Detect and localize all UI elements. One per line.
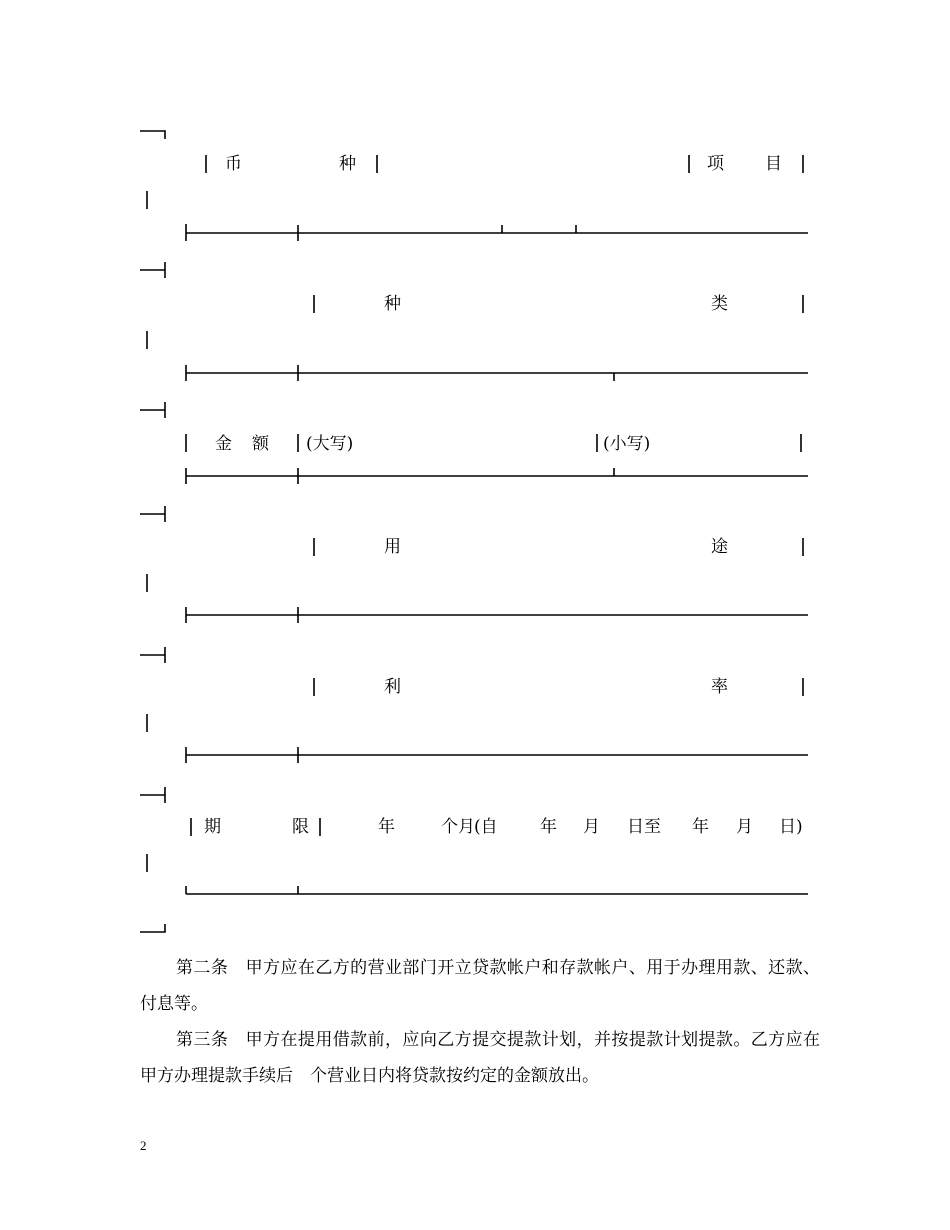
usage-label-1: 用 — [384, 537, 401, 557]
project-label-2: 目 — [765, 154, 782, 174]
row-separator-mark — [140, 787, 165, 803]
term-from-month: 月 — [583, 817, 600, 837]
term-from-year: 年 — [540, 817, 557, 837]
term-label-2: 限 — [292, 817, 309, 837]
row-rule — [186, 224, 808, 241]
currency-label-1: 币 — [225, 154, 242, 174]
term-year: 年 — [378, 817, 395, 837]
cell-bar — [186, 434, 801, 452]
term-to-day: 日) — [779, 817, 803, 837]
amount-upper-label: (大写) — [306, 434, 354, 454]
currency-label-2: 种 — [339, 154, 356, 174]
amount-label-2: 额 — [252, 434, 269, 454]
row-rule — [186, 468, 808, 484]
paragraph-article-2: 第二条 甲方应在乙方的营业部门开立贷款帐户和存款帐户、用于办理用款、还款、付息等。 — [140, 958, 820, 1014]
amount-label-1: 金 — [215, 434, 232, 454]
term-from-day: 日至 — [627, 817, 661, 837]
row-separator-mark — [140, 506, 165, 522]
row-rule — [186, 365, 808, 381]
rate-label-2: 率 — [711, 677, 728, 697]
term-to-month: 月 — [736, 817, 753, 837]
paragraph-article-3: 第三条 甲方在提用借款前，应向乙方提交提款计划，并按提款计划提款。乙方应在甲方办理提款手续后 个营业日内将贷款按约定的金额放出。 — [140, 1030, 820, 1086]
row-rule — [186, 607, 808, 623]
table-corner-top — [140, 131, 165, 139]
page-number: 2 — [140, 1138, 147, 1153]
term-months: 个月 — [441, 817, 475, 837]
term-from-open: (自 — [474, 817, 498, 837]
row-separator-mark — [140, 647, 165, 663]
project-label-1: 项 — [707, 154, 724, 174]
row-rule — [186, 886, 808, 894]
term-to-year: 年 — [692, 817, 709, 837]
kind-label-2: 类 — [711, 294, 728, 314]
rate-label-1: 利 — [384, 677, 401, 697]
row-separator-mark — [140, 262, 165, 278]
row-rule — [186, 747, 808, 763]
term-label-1: 期 — [204, 817, 221, 837]
usage-label-2: 途 — [711, 537, 728, 557]
kind-label-1: 种 — [384, 294, 401, 314]
amount-lower-label: (小写) — [603, 434, 651, 454]
row-separator-mark — [140, 402, 165, 418]
table-corner-bottom — [140, 924, 165, 932]
